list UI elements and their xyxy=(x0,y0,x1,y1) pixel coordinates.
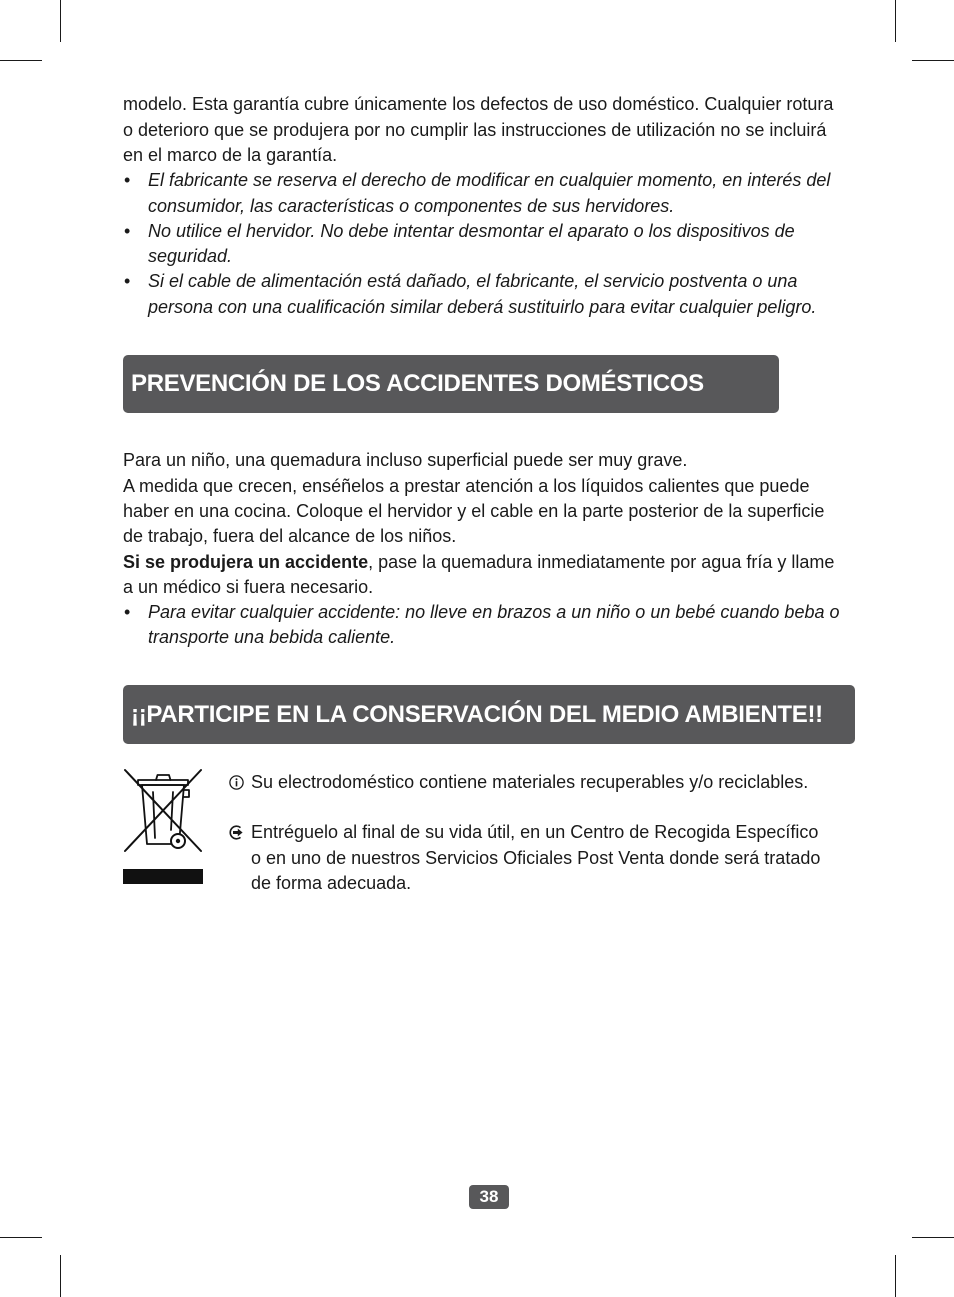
text-line: Para un niño, una quemadura incluso superficial puede ser muy grave. xyxy=(123,450,688,471)
crop-mark xyxy=(912,1237,954,1238)
page-number: 38 xyxy=(469,1185,509,1209)
warranty-paragraph xyxy=(123,92,855,168)
section-heading-accidents: PREVENCIÓN DE LOS ACCIDENTES DOMÉSTICOS xyxy=(123,355,779,413)
disposal-instructions-note xyxy=(228,820,820,896)
crop-mark xyxy=(895,0,896,42)
text-line: Su electrodoméstico contiene materiales recuperables y/o reciclables. xyxy=(251,772,809,793)
text-line: Si el cable de alimentación está dañado, el fabricante, el servicio postventa o una xyxy=(148,271,798,292)
text-line: seguridad. xyxy=(148,246,233,267)
emergency-lead: Si se produjera un accidente xyxy=(123,551,369,572)
accidents-advice-paragraph xyxy=(123,474,855,550)
crop-mark xyxy=(60,1255,61,1297)
text-line: Entréguelo al final de su vida útil, en un Centro de Recogida Específico xyxy=(251,822,819,843)
recyclable-materials-note xyxy=(228,770,808,795)
bullet-item xyxy=(123,168,855,219)
text-line: transporte una bebida caliente. xyxy=(148,627,396,648)
crop-mark xyxy=(60,0,61,42)
text-line: o en uno de nuestros Servicios Oficiales Post Venta donde será tratado xyxy=(251,847,821,868)
emergency-text: , pase la quemadura inmediatamente por agua fría y llame xyxy=(368,551,835,572)
arrow-circle-icon xyxy=(229,825,244,840)
section-heading-environment: ¡¡PARTICIPE EN LA CONSERVACIÓN DEL MEDIO AMBIENTE!! xyxy=(123,685,855,744)
bullet-item xyxy=(123,600,855,651)
text-line: a un médico si fuera necesario. xyxy=(123,576,374,597)
crop-mark xyxy=(912,60,954,61)
crop-mark xyxy=(0,60,42,61)
text-line: consumidor, las características o componentes de sus hervidores. xyxy=(148,195,675,216)
bullet-item xyxy=(123,269,855,320)
text-line: No utilice el hervidor. No debe intentar desmontar el aparato o los dispositivos de xyxy=(148,220,795,241)
text-line: haber en una cocina. Coloque el hervidor y el cable en la parte posterior de la superficie xyxy=(123,500,825,521)
info-circle-icon xyxy=(229,775,244,790)
recycling-symbol-bar xyxy=(123,869,203,884)
text-line: modelo. Esta garantía cubre únicamente los defectos de uso doméstico. Cualquier rotura xyxy=(123,94,834,115)
text-line: A medida que crecen, enséñelos a prestar atención a los líquidos calientes que puede xyxy=(123,475,810,496)
text-line: en el marco de la garantía. xyxy=(123,144,338,165)
accidents-section xyxy=(123,448,855,650)
text-line: Para evitar cualquier accidente: no lleve en brazos a un niño o un bebé cuando beba o xyxy=(148,602,840,623)
bullet-marker: • xyxy=(124,602,131,623)
text-line: El fabricante se reserva el derecho de modificar en cualquier momento, en interés del xyxy=(148,170,831,191)
bullet-marker: • xyxy=(124,170,131,191)
crossed-out-wheelie-bin-icon xyxy=(123,768,203,853)
bullet-marker: • xyxy=(124,220,131,241)
emergency-paragraph xyxy=(123,550,855,601)
warranty-section xyxy=(123,92,855,320)
text-line: persona con una cualificación similar deberá sustituirlo para evitar cualquier peligro. xyxy=(148,296,817,317)
crop-mark xyxy=(895,1255,896,1297)
bullet-marker: • xyxy=(124,271,131,292)
text-line: de trabajo, fuera del alcance de los niños. xyxy=(123,526,457,547)
recycling-symbol xyxy=(123,768,203,853)
crop-mark xyxy=(0,1237,42,1238)
text-line xyxy=(123,550,855,575)
text-line: o deterioro que se produjera por no cumplir las instrucciones de utilización no se incluirá xyxy=(123,119,827,140)
bullet-item xyxy=(123,219,855,270)
text-line: de forma adecuada. xyxy=(251,872,412,893)
